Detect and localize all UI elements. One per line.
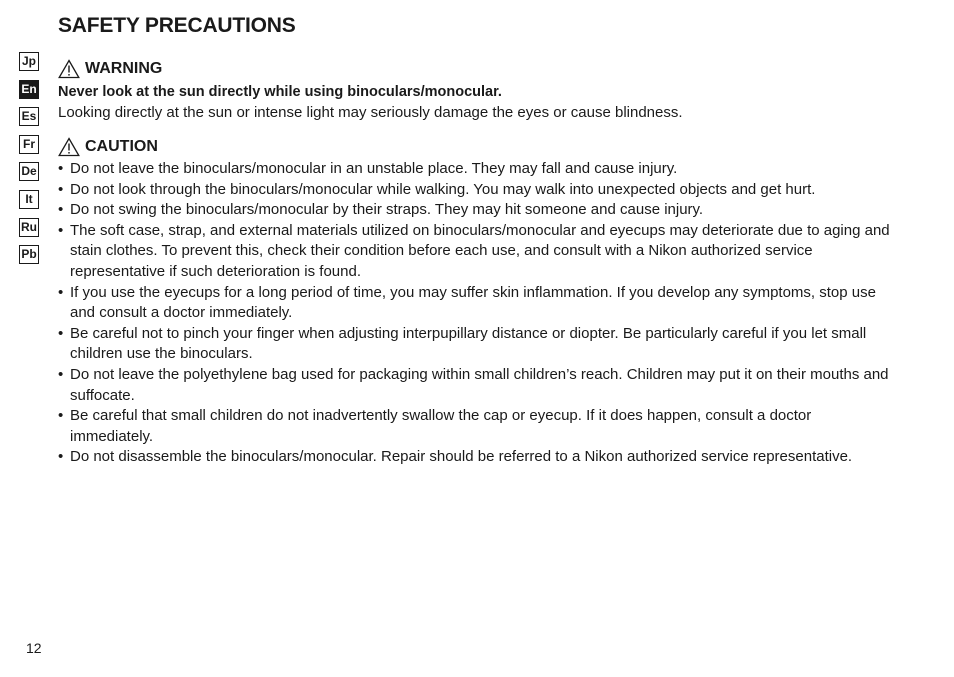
warning-heading [58,58,890,79]
bullet: • [58,160,64,177]
list-item [58,447,890,468]
list-item [58,180,890,201]
language-tab-en[interactable]: En [19,80,39,99]
language-tab-es[interactable]: Es [19,107,39,126]
language-tab-fr[interactable]: Fr [19,135,39,154]
bullet: • [58,407,64,425]
warning-triangle-icon [58,59,80,79]
warning-section [58,58,890,123]
bullet: • [58,283,64,301]
bullet: • [58,180,64,198]
warning-text: Looking directly at the sun or intense light may seriously damage the eyes or cause blindness. [58,104,683,121]
caution-heading [58,136,890,157]
caution-list [58,159,890,468]
list-item [58,365,890,406]
list-item-text: If you use the eyecups for a long period of time, you may suffer skin inflammation. If you develop any symptoms, stop use and consult a doctor immediately. [70,283,876,322]
bullet: • [58,365,64,383]
list-item-text: The soft case, strap, and external materials utilized on binoculars/monocular and eyecups may deteriorate due to aging and stain clothes. To prevent this, check their condition before each use, and consult with a Nikon authorized service representative if such deterioration is found. [70,221,890,280]
bullet: • [58,324,64,342]
list-item [58,283,890,324]
list-item-text: Be careful that small children do not inadvertently swallow the cap or eyecup. If it does happen, consult a doctor immediately. [70,407,812,445]
page-number: 12 [26,640,42,656]
list-item-text: Do not leave the binoculars/monocular in an unstable place. They may fall and cause injury. [70,160,678,177]
bullet: • [58,221,64,239]
warning-triangle-icon [58,137,80,157]
list-item [58,159,890,180]
list-item [58,406,890,447]
caution-section [58,136,890,468]
warning-bold-text: Never look at the sun directly while using binoculars/monocular. [58,84,502,100]
caution-heading-label: CAUTION [85,137,158,155]
list-item [58,221,890,283]
page-title: SAFETY PRECAUTIONS [58,14,296,37]
list-item [58,324,890,365]
list-item [58,200,890,221]
language-tab-de[interactable]: De [19,162,39,181]
list-item-text: Be careful not to pinch your finger when adjusting interpupillary distance or diopter. Be particularly careful if you let small children use the binoculars. [70,324,867,363]
list-item-text: Do not leave the polyethylene bag used for packaging within small children’s reach. Children may put it on their mouths and suffocate. [70,365,889,404]
warning-heading-label: WARNING [85,59,163,77]
language-tab-jp[interactable]: Jp [19,52,39,71]
language-tab-pb[interactable]: Pb [19,245,39,264]
language-tab-ru[interactable]: Ru [19,218,39,237]
list-item-text: Do not look through the binoculars/monocular while walking. You may walk into unexpected objects and get hurt. [70,180,816,198]
main-content [58,58,890,468]
bullet: • [58,448,64,466]
language-tab-nav [19,52,39,273]
list-item-text: Do not swing the binoculars/monocular by their straps. They may hit someone and cause injury. [70,201,704,219]
language-tab-it[interactable]: It [19,190,39,209]
bullet: • [58,201,64,219]
list-item-text: Do not disassemble the binoculars/monocular. Repair should be referred to a Nikon authorized service representative. [70,448,853,466]
